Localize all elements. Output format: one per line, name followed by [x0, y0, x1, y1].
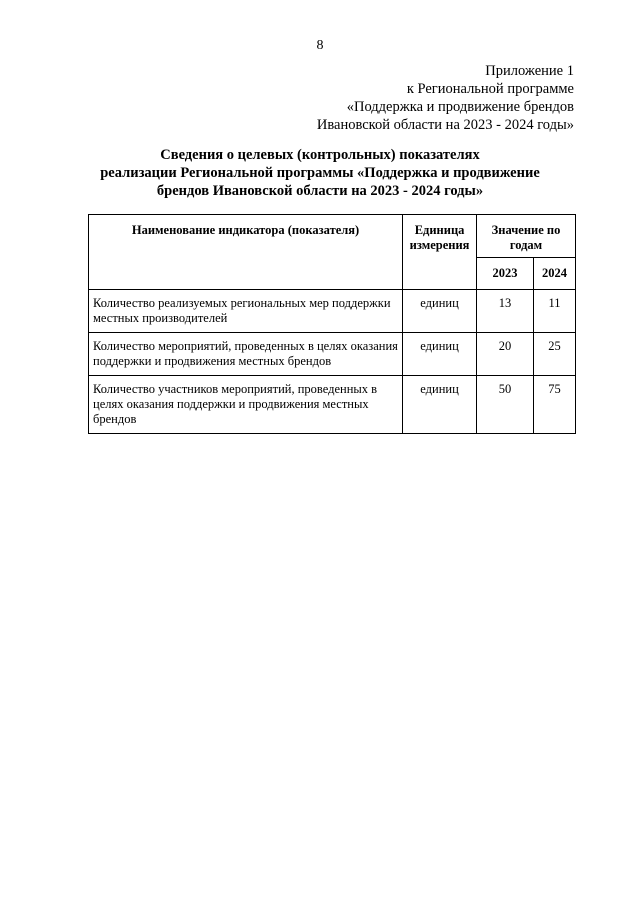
- indicator-name-cell: Количество реализуемых региональных мер поддержки местных производителей: [89, 290, 403, 333]
- value-2023-cell: 50: [477, 376, 534, 434]
- table-row: [89, 376, 576, 434]
- header-year-2024: 2024: [534, 258, 576, 290]
- header-unit: Единица измерения: [403, 215, 477, 290]
- appendix-reference: [317, 62, 574, 134]
- value-2023-cell: 13: [477, 290, 534, 333]
- table-row: [89, 290, 576, 333]
- value-2024-cell: 25: [534, 333, 576, 376]
- unit-cell: единиц: [403, 376, 477, 434]
- appendix-line: к Региональной программе: [406, 81, 574, 97]
- value-2024-cell: 75: [534, 376, 576, 434]
- appendix-line: «Поддержка и продвижение брендов: [346, 99, 574, 115]
- indicator-name-cell: Количество мероприятий, проведенных в целях оказания поддержки и продвижения местных брендов: [89, 333, 403, 376]
- title-line: Сведения о целевых (контрольных) показателях: [160, 147, 480, 163]
- table-row: [89, 333, 576, 376]
- title-line: брендов Ивановской области на 2023 - 2024 годы»: [156, 183, 484, 199]
- table-header-row: [89, 215, 576, 258]
- header-indicator-name: Наименование индикатора (показателя): [89, 215, 403, 290]
- indicators-table: [88, 214, 576, 434]
- unit-cell: единиц: [403, 290, 477, 333]
- header-value-by-year: Значение по годам: [477, 215, 576, 258]
- title-line: реализации Региональной программы «Поддержка и продвижение: [100, 165, 540, 181]
- indicator-name-cell: Количество участников мероприятий, проведенных в целях оказания поддержки и продвижения местных брендов: [89, 376, 403, 434]
- appendix-line: Приложение 1: [485, 63, 574, 79]
- page-number: 8: [316, 38, 324, 53]
- header-year-2023: 2023: [477, 258, 534, 290]
- value-2023-cell: 20: [477, 333, 534, 376]
- appendix-line: Ивановской области на 2023 - 2024 годы»: [316, 117, 574, 133]
- value-2024-cell: 11: [534, 290, 576, 333]
- unit-cell: единиц: [403, 333, 477, 376]
- document-title: [0, 146, 640, 200]
